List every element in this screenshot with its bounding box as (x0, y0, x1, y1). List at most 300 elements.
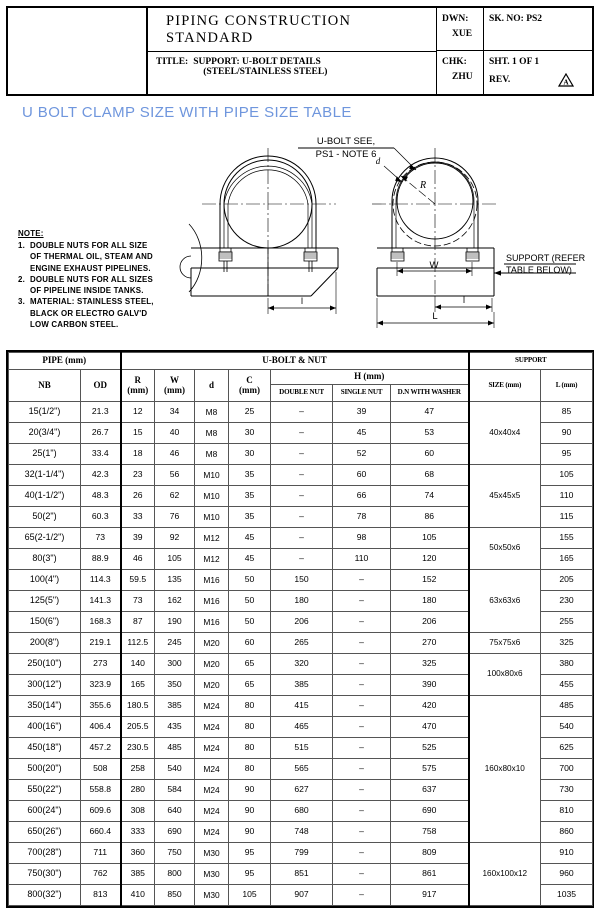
drawing-subtitle (193, 57, 327, 77)
cell-l: 810 (541, 801, 593, 822)
cell-double-nut: – (271, 528, 333, 549)
note-item-2 (18, 274, 154, 285)
note-block (18, 228, 154, 330)
cell-od: 60.3 (81, 507, 121, 528)
cell-r: 39 (121, 528, 155, 549)
cell-d: M30 (195, 864, 229, 885)
cell-nb: 450(18") (9, 738, 81, 759)
cell-d: M8 (195, 444, 229, 465)
cell-l: 325 (541, 633, 593, 654)
cell-w: 584 (155, 780, 195, 801)
cell-l: 90 (541, 423, 593, 444)
cell-w: 190 (155, 612, 195, 633)
checked-by-cell (437, 51, 483, 94)
cell-c: 60 (229, 633, 271, 654)
cell-nb: 250(10") (9, 654, 81, 675)
cell-single-nut: 45 (333, 423, 391, 444)
cell-d: M12 (195, 528, 229, 549)
cell-l: 910 (541, 843, 593, 864)
col-header-l: L (mm) (541, 370, 593, 402)
cell-dn-washer: 917 (391, 885, 469, 906)
cell-c: 105 (229, 885, 271, 906)
cell-double-nut: 265 (271, 633, 333, 654)
cell-dn-washer: 180 (391, 591, 469, 612)
cell-d: M30 (195, 885, 229, 906)
cell-support-size: 75x75x6 (469, 633, 541, 654)
page-heading: U BOLT CLAMP SIZE WITH PIPE SIZE TABLE (22, 104, 352, 121)
cell-double-nut: 180 (271, 591, 333, 612)
table-row (9, 696, 593, 717)
cell-c: 30 (229, 444, 271, 465)
cell-w: 385 (155, 696, 195, 717)
cell-double-nut: – (271, 507, 333, 528)
cell-l: 230 (541, 591, 593, 612)
cell-dn-washer: 525 (391, 738, 469, 759)
cell-w: 690 (155, 822, 195, 843)
cell-w: 162 (155, 591, 195, 612)
cell-d: M12 (195, 549, 229, 570)
cell-double-nut: 385 (271, 675, 333, 696)
sheet-revision-cell (484, 51, 592, 94)
cell-dn-washer: 152 (391, 570, 469, 591)
cell-double-nut: 206 (271, 612, 333, 633)
callout-support-line2: TABLE BELOW) (506, 265, 572, 275)
cell-d: M24 (195, 696, 229, 717)
note-text-1: DOUBLE NUTS FOR ALL SIZE (30, 241, 148, 251)
cell-od: 660.4 (81, 822, 121, 843)
cell-single-nut: 110 (333, 549, 391, 570)
title-block (6, 6, 594, 96)
cell-l: 110 (541, 486, 593, 507)
cell-dn-washer: 758 (391, 822, 469, 843)
cell-c: 50 (229, 612, 271, 633)
note-number-1: 1. (18, 241, 25, 251)
cell-r: 140 (121, 654, 155, 675)
cell-dn-washer: 120 (391, 549, 469, 570)
cell-od: 762 (81, 864, 121, 885)
dim-R-label: R (419, 180, 427, 191)
cell-c: 45 (229, 528, 271, 549)
cell-support-size: 100x80x6 (469, 654, 541, 696)
sketch-number-value: SK. NO: PS2 (489, 14, 543, 24)
cell-single-nut: – (333, 633, 391, 654)
cell-od: 711 (81, 843, 121, 864)
cell-w: 62 (155, 486, 195, 507)
cell-d: M16 (195, 612, 229, 633)
cell-d: M24 (195, 759, 229, 780)
cell-dn-washer: 420 (391, 696, 469, 717)
cell-d: M10 (195, 507, 229, 528)
cell-w: 435 (155, 717, 195, 738)
cell-c: 80 (229, 717, 271, 738)
cell-support-size: 50x50x6 (469, 528, 541, 570)
cell-r: 308 (121, 801, 155, 822)
cell-d: M10 (195, 465, 229, 486)
cell-w: 300 (155, 654, 195, 675)
cell-dn-washer: 809 (391, 843, 469, 864)
cell-d: M20 (195, 654, 229, 675)
cell-od: 355.6 (81, 696, 121, 717)
cell-r: 33 (121, 507, 155, 528)
cell-double-nut: 415 (271, 696, 333, 717)
cell-dn-washer: 60 (391, 444, 469, 465)
cell-double-nut: – (271, 465, 333, 486)
note-text-3-line3: LOW CARBON STEEL. (30, 319, 119, 329)
checked-by-value: ZHU (452, 71, 473, 82)
cell-double-nut: – (271, 486, 333, 507)
cell-double-nut: 907 (271, 885, 333, 906)
cell-double-nut: 799 (271, 843, 333, 864)
title-block-sheet-column (484, 8, 592, 94)
cell-c: 80 (229, 759, 271, 780)
col-header-c-line1: C (246, 375, 253, 386)
drawing-subtitle-line1: SUPPORT: U-BOLT DETAILS (193, 57, 321, 67)
cell-od: 508 (81, 759, 121, 780)
cell-nb: 500(20") (9, 759, 81, 780)
cell-l: 485 (541, 696, 593, 717)
cell-r: 12 (121, 402, 155, 423)
cell-l: 960 (541, 864, 593, 885)
note-number-3: 3. (18, 297, 25, 307)
cell-double-nut: 748 (271, 822, 333, 843)
standard-title: PIPING CONSTRUCTION STANDARD (166, 12, 352, 46)
cell-l: 155 (541, 528, 593, 549)
cell-single-nut: 60 (333, 465, 391, 486)
cell-single-nut: – (333, 759, 391, 780)
cell-od: 273 (81, 654, 121, 675)
title-label: TITLE: (156, 57, 189, 67)
cell-l: 700 (541, 759, 593, 780)
cell-r: 333 (121, 822, 155, 843)
cell-support-size: 40x40x4 (469, 402, 541, 465)
dim-W-label: W (429, 260, 439, 271)
group-header-pipe: PIPE (mm) (9, 353, 121, 370)
note-number-2: 2. (18, 274, 25, 284)
cell-l: 205 (541, 570, 593, 591)
cell-nb: 750(30") (9, 864, 81, 885)
cell-nb: 400(16") (9, 717, 81, 738)
cell-nb: 32(1-1/4") (9, 465, 81, 486)
cell-c: 95 (229, 843, 271, 864)
cell-w: 640 (155, 801, 195, 822)
cell-c: 80 (229, 696, 271, 717)
cell-single-nut: – (333, 822, 391, 843)
logo-cell (8, 8, 148, 94)
cell-double-nut: 851 (271, 864, 333, 885)
cell-r: 112.5 (121, 633, 155, 654)
cell-double-nut: 680 (271, 801, 333, 822)
title-block-center (148, 8, 437, 94)
note-text-3-line2: BLACK OR ELECTRO GALV'D (30, 308, 148, 318)
cell-single-nut: – (333, 591, 391, 612)
cell-dn-washer: 690 (391, 801, 469, 822)
header-row-groups (9, 353, 593, 370)
cell-w: 245 (155, 633, 195, 654)
cell-od: 73 (81, 528, 121, 549)
cell-od: 457.2 (81, 738, 121, 759)
group-header-h: H (mm) (271, 370, 469, 385)
cell-c: 30 (229, 423, 271, 444)
col-header-double-nut: DOUBLE NUT (271, 385, 333, 402)
cell-w: 850 (155, 885, 195, 906)
cell-w: 485 (155, 738, 195, 759)
dim-l-right-label: l (463, 295, 465, 305)
svg-text:A: A (563, 78, 569, 87)
cell-nb: 20(3/4") (9, 423, 81, 444)
cell-c: 35 (229, 486, 271, 507)
cell-c: 80 (229, 738, 271, 759)
col-header-r-line2: (mm) (127, 384, 149, 395)
col-header-r (121, 370, 155, 402)
spec-table-body (9, 402, 593, 906)
cell-w: 750 (155, 843, 195, 864)
cell-c: 50 (229, 570, 271, 591)
note-text-1-line3: ENGINE EXHAUST PIPELINES. (30, 263, 151, 273)
drawing-title-cell (148, 52, 436, 94)
col-header-od: OD (81, 370, 121, 402)
table-row (9, 633, 593, 654)
cell-r: 18 (121, 444, 155, 465)
cell-od: 141.3 (81, 591, 121, 612)
cell-l: 115 (541, 507, 593, 528)
cell-d: M16 (195, 591, 229, 612)
cell-c: 35 (229, 507, 271, 528)
callout-ubolt-line2: PS1 - NOTE 6 (315, 149, 377, 160)
cell-od: 114.3 (81, 570, 121, 591)
cell-c: 90 (229, 801, 271, 822)
cell-d: M10 (195, 486, 229, 507)
cell-r: 410 (121, 885, 155, 906)
cell-r: 258 (121, 759, 155, 780)
dim-l-left-label: l (301, 296, 303, 306)
cell-single-nut: 78 (333, 507, 391, 528)
cell-nb: 550(22") (9, 780, 81, 801)
header-row-sub (9, 370, 593, 385)
note-text-2: DOUBLE NUTS FOR ALL SIZES (30, 274, 153, 284)
cell-nb: 15(1/2") (9, 402, 81, 423)
cell-l: 1035 (541, 885, 593, 906)
cell-nb: 700(28") (9, 843, 81, 864)
cell-double-nut: 465 (271, 717, 333, 738)
cell-l: 85 (541, 402, 593, 423)
col-header-c-line2: (mm) (239, 384, 260, 395)
cell-r: 360 (121, 843, 155, 864)
cell-w: 350 (155, 675, 195, 696)
cell-r: 280 (121, 780, 155, 801)
cell-dn-washer: 74 (391, 486, 469, 507)
revision-row (489, 73, 592, 88)
cell-double-nut: 627 (271, 780, 333, 801)
cell-d: M24 (195, 822, 229, 843)
cell-nb: 200(8") (9, 633, 81, 654)
cell-dn-washer: 325 (391, 654, 469, 675)
cell-l: 455 (541, 675, 593, 696)
col-header-nb: NB (9, 370, 81, 402)
cell-nb: 125(5") (9, 591, 81, 612)
note-item-3 (18, 296, 154, 307)
note-text-2-line2: OF PIPELINE INSIDE TANKS. (30, 286, 144, 296)
drawn-by-label: DWN: (442, 14, 469, 24)
table-row (9, 654, 593, 675)
cell-nb: 65(2-1/2") (9, 528, 81, 549)
cell-c: 65 (229, 654, 271, 675)
cell-dn-washer: 470 (391, 717, 469, 738)
cell-nb: 40(1-1/2") (9, 486, 81, 507)
cell-dn-washer: 637 (391, 780, 469, 801)
cell-r: 73 (121, 591, 155, 612)
cell-nb: 800(32") (9, 885, 81, 906)
title-block-people-column (437, 8, 484, 94)
cell-od: 406.4 (81, 717, 121, 738)
revision-label: REV. (489, 74, 511, 85)
table-row (9, 843, 593, 864)
cell-od: 219.1 (81, 633, 121, 654)
cell-od: 813 (81, 885, 121, 906)
col-header-w-line2: (mm) (164, 384, 185, 395)
cell-w: 800 (155, 864, 195, 885)
cell-double-nut: – (271, 423, 333, 444)
cell-od: 21.3 (81, 402, 121, 423)
cell-od: 42.3 (81, 465, 121, 486)
cell-single-nut: – (333, 864, 391, 885)
table-row (9, 570, 593, 591)
cell-c: 90 (229, 780, 271, 801)
cell-od: 168.3 (81, 612, 121, 633)
cell-nb: 50(2") (9, 507, 81, 528)
col-header-w-line1: W (170, 375, 179, 386)
cell-dn-washer: 105 (391, 528, 469, 549)
cell-d: M8 (195, 402, 229, 423)
dim-L-label: L (432, 311, 438, 322)
note-text-3: MATERIAL: STAINLESS STEEL, (30, 297, 154, 307)
cell-c: 35 (229, 465, 271, 486)
cell-single-nut: – (333, 675, 391, 696)
cell-r: 26 (121, 486, 155, 507)
cell-nb: 600(24") (9, 801, 81, 822)
cell-r: 59.5 (121, 570, 155, 591)
cell-c: 50 (229, 591, 271, 612)
cell-d: M20 (195, 633, 229, 654)
cell-dn-washer: 86 (391, 507, 469, 528)
cell-single-nut: 98 (333, 528, 391, 549)
cell-single-nut: – (333, 801, 391, 822)
cell-od: 323.9 (81, 675, 121, 696)
cell-r: 15 (121, 423, 155, 444)
cell-w: 105 (155, 549, 195, 570)
cell-r: 205.5 (121, 717, 155, 738)
cell-support-size: 45x45x5 (469, 465, 541, 528)
cell-w: 34 (155, 402, 195, 423)
cell-nb: 300(12") (9, 675, 81, 696)
cell-double-nut: – (271, 549, 333, 570)
cell-nb: 150(6") (9, 612, 81, 633)
col-header-single-nut: SINGLE NUT (333, 385, 391, 402)
callout-support-line1: SUPPORT (REFER (506, 253, 586, 263)
cell-w: 46 (155, 444, 195, 465)
table-row (9, 528, 593, 549)
cell-w: 56 (155, 465, 195, 486)
cell-single-nut: – (333, 885, 391, 906)
cell-c: 95 (229, 864, 271, 885)
cell-double-nut: 320 (271, 654, 333, 675)
cell-dn-washer: 53 (391, 423, 469, 444)
cell-c: 65 (229, 675, 271, 696)
cell-l: 540 (541, 717, 593, 738)
cell-single-nut: – (333, 843, 391, 864)
cell-od: 33.4 (81, 444, 121, 465)
standard-title-cell (148, 8, 436, 52)
sketch-number-cell (484, 8, 592, 51)
drawing-subtitle-line2: (STEEL/STAINLESS STEEL) (203, 67, 328, 77)
drawn-by-value: XUE (452, 28, 473, 39)
callout-ubolt-line1: U-BOLT SEE, (316, 136, 376, 147)
cell-dn-washer: 861 (391, 864, 469, 885)
note-text-1-line2: OF THERMAL OIL, STEAM AND (30, 252, 153, 262)
cell-single-nut: – (333, 612, 391, 633)
cell-l: 860 (541, 822, 593, 843)
cell-double-nut: 515 (271, 738, 333, 759)
col-header-r-line1: R (134, 375, 141, 386)
col-header-w (155, 370, 195, 402)
cell-w: 135 (155, 570, 195, 591)
cell-single-nut: 52 (333, 444, 391, 465)
note-item-1 (18, 240, 154, 251)
cell-dn-washer: 270 (391, 633, 469, 654)
cell-l: 255 (541, 612, 593, 633)
cell-nb: 350(14") (9, 696, 81, 717)
cell-od: 26.7 (81, 423, 121, 444)
cell-d: M20 (195, 675, 229, 696)
cell-l: 380 (541, 654, 593, 675)
cell-single-nut: – (333, 738, 391, 759)
cell-single-nut: – (333, 654, 391, 675)
cell-l: 105 (541, 465, 593, 486)
spec-table-container (6, 350, 594, 908)
group-header-support: SUPPORT (469, 353, 593, 370)
cell-d: M30 (195, 843, 229, 864)
cell-w: 92 (155, 528, 195, 549)
cell-d: M24 (195, 717, 229, 738)
cell-double-nut: 565 (271, 759, 333, 780)
cell-r: 385 (121, 864, 155, 885)
cell-dn-washer: 390 (391, 675, 469, 696)
cell-l: 95 (541, 444, 593, 465)
cell-double-nut: – (271, 444, 333, 465)
group-header-ubolt-nut: U-BOLT & NUT (121, 353, 469, 370)
cell-d: M24 (195, 801, 229, 822)
cell-r: 165 (121, 675, 155, 696)
cell-od: 48.3 (81, 486, 121, 507)
cell-dn-washer: 575 (391, 759, 469, 780)
col-header-size: SIZE (mm) (469, 370, 541, 402)
cell-single-nut: – (333, 717, 391, 738)
cell-l: 625 (541, 738, 593, 759)
cell-r: 46 (121, 549, 155, 570)
cell-single-nut: 39 (333, 402, 391, 423)
cell-r: 87 (121, 612, 155, 633)
cell-dn-washer: 47 (391, 402, 469, 423)
cell-single-nut: – (333, 570, 391, 591)
cell-r: 230.5 (121, 738, 155, 759)
dim-d-label: d (375, 156, 381, 166)
sheet-number-value: SHT. 1 OF 1 (489, 57, 540, 68)
cell-od: 609.6 (81, 801, 121, 822)
cell-d: M24 (195, 780, 229, 801)
cell-c: 45 (229, 549, 271, 570)
cell-d: M8 (195, 423, 229, 444)
cell-double-nut: – (271, 402, 333, 423)
cell-w: 76 (155, 507, 195, 528)
